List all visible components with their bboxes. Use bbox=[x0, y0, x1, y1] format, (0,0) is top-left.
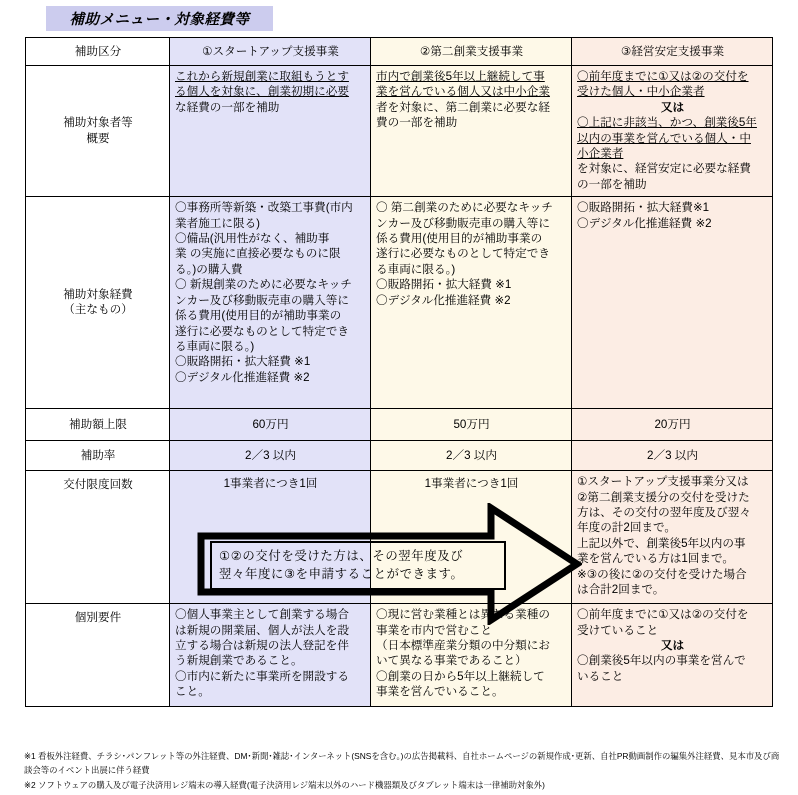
row-label-subsidy-rate: 補助率 bbox=[26, 441, 170, 471]
table-row bbox=[26, 604, 773, 707]
cell-eligible-expenses-2: 〇 第二創業のために必要なキッチ ンカー及び移動販売車の購入等に 係る費用(使用目的が補助事業の 遂行に必要なものとして特定でき る車両に限る。) 〇販路開拓・拡大経費 ※1 〇デジタル化推進経費 ※2 bbox=[371, 197, 572, 409]
footnotes bbox=[24, 750, 784, 795]
callout-line-1: ①②の交付を受けた方は、その翌年度及び bbox=[219, 548, 464, 563]
cell-individual-requirements-2: 〇現に営む業種とは異なる業種の 事業を市内で営むこと （日本標準産業分類の中分類にお いて異なる事業であること） 〇創業の日から5年以上継続して 事業を営んでいること。 bbox=[371, 604, 572, 707]
cell-max-amount-1: 60万円 bbox=[170, 409, 371, 441]
cell-grant-limit-3: ①スタートアップ支援事業分又は ②第二創業支援分の交付を受けた 方は、その交付の翌年度及び翌々 年度の計2回まで。 上記以外で、創業後5年以内の事 業を営んでいる方は1回まで。 ※③の後に②の交付を受けた場合 は合計2回まで。 bbox=[572, 471, 773, 604]
footnote-1: ※1 看板外注経費、チラシ･パンフレット等の外注経費、DM･新聞･雑誌･インターネット(SNSを含む。)の広告掲載料、自社ホームページの新規作成･更新、自社PR動画制作の編集外注経費、見本市及び商談会等のイベント出展に伴う経費 bbox=[24, 751, 780, 775]
header-cell-program-2: ②第二創業支援事業 bbox=[371, 38, 572, 66]
cell-eligible-summary-3: 〇前年度までに①又は②の交付を 受けた個人・中小企業者 又は 〇上記に非該当、かつ、創業後5年 以内の事業を営んでいる個人・中 小企業者 を対象に、経営安定に必要な経費 の一部を補助 bbox=[572, 66, 773, 197]
cell-eligible-expenses-3: 〇販路開拓・拡大経費※1 〇デジタル化推進経費 ※2 bbox=[572, 197, 773, 409]
header-cell-category: 補助区分 bbox=[26, 38, 170, 66]
cell-individual-requirements-3: 〇前年度までに①又は②の交付を 受けていること 又は 〇創業後5年以内の事業を営んで いること bbox=[572, 604, 773, 707]
row-label-grant-limit-count: 交付限度回数 bbox=[26, 471, 170, 604]
page-title: 補助メニュー・対象経費等 bbox=[69, 12, 250, 28]
row-label-eligible-expenses: 補助対象経費 （主なもの） bbox=[26, 197, 170, 409]
cell-eligible-summary-1: これから新規創業に取組もうとす る個人を対象に、創業初期に必要 な経費の一部を補助 bbox=[170, 66, 371, 197]
table-row bbox=[26, 441, 773, 471]
cell-subsidy-rate-2: 2／3 以内 bbox=[371, 441, 572, 471]
cell-subsidy-rate-1: 2／3 以内 bbox=[170, 441, 371, 471]
cell-eligible-summary-2: 市内で創業後5年以上継続して事 業を営んでいる個人又は中小企業 者を対象に、第二創業に必要な経 費の一部を補助 bbox=[371, 66, 572, 197]
cell-grant-limit-1: 1事業者につき1回 bbox=[170, 471, 371, 604]
cell-max-amount-3: 20万円 bbox=[572, 409, 773, 441]
cell-individual-requirements-1: 〇個人事業主として創業する場合 は新規の開業届、個人が法人を設 立する場合は新規の法人登記を伴 う新規創業であること。 〇市内に新たに事業所を開設する こと。 bbox=[170, 604, 371, 707]
row-label-max-amount: 補助額上限 bbox=[26, 409, 170, 441]
footnote-2: ※2 ソフトウェアの購入及び電子決済用レジ端末の導入経費(電子決済用レジ端末以外のハード機器類及びタブレット端末は一律補助対象外) bbox=[24, 780, 545, 791]
callout-line-2: 翌々年度に③を申請することができます。 bbox=[219, 566, 464, 581]
row-label-individual-requirements: 個別要件 bbox=[26, 604, 170, 707]
cell-eligible-expenses-1: 〇事務所等新築・改築工事費(市内 業者施工に限る) 〇備品(汎用性がなく、補助事 業 の実施に直接必要なものに限 る。)の購入費 〇 新規創業のために必要なキッチ ンカー及び移動販売車の購入等に 係る費用(使用目的が補助事業の 遂行に必要なものとして特定でき る車両に限る。) 〇販路開拓・拡大経費 ※1 〇デジタル化推進経費 ※2 bbox=[170, 197, 371, 409]
table-row bbox=[26, 197, 773, 409]
cell-grant-limit-2: 1事業者につき1回 bbox=[371, 471, 572, 604]
page-title-banner bbox=[46, 6, 273, 31]
subsidy-menu-table-container bbox=[25, 37, 773, 707]
cell-max-amount-2: 50万円 bbox=[371, 409, 572, 441]
cell-subsidy-rate-3: 2／3 以内 bbox=[572, 441, 773, 471]
header-cell-program-3: ③経営安定支援事業 bbox=[572, 38, 773, 66]
table-row bbox=[26, 409, 773, 441]
table-header-row bbox=[26, 38, 773, 66]
subsidy-menu-table bbox=[25, 37, 773, 707]
table-row bbox=[26, 471, 773, 604]
header-cell-program-1: ①スタートアップ支援事業 bbox=[170, 38, 371, 66]
table-row bbox=[26, 66, 773, 197]
row-label-eligible-summary: 補助対象者等 概要 bbox=[26, 66, 170, 197]
